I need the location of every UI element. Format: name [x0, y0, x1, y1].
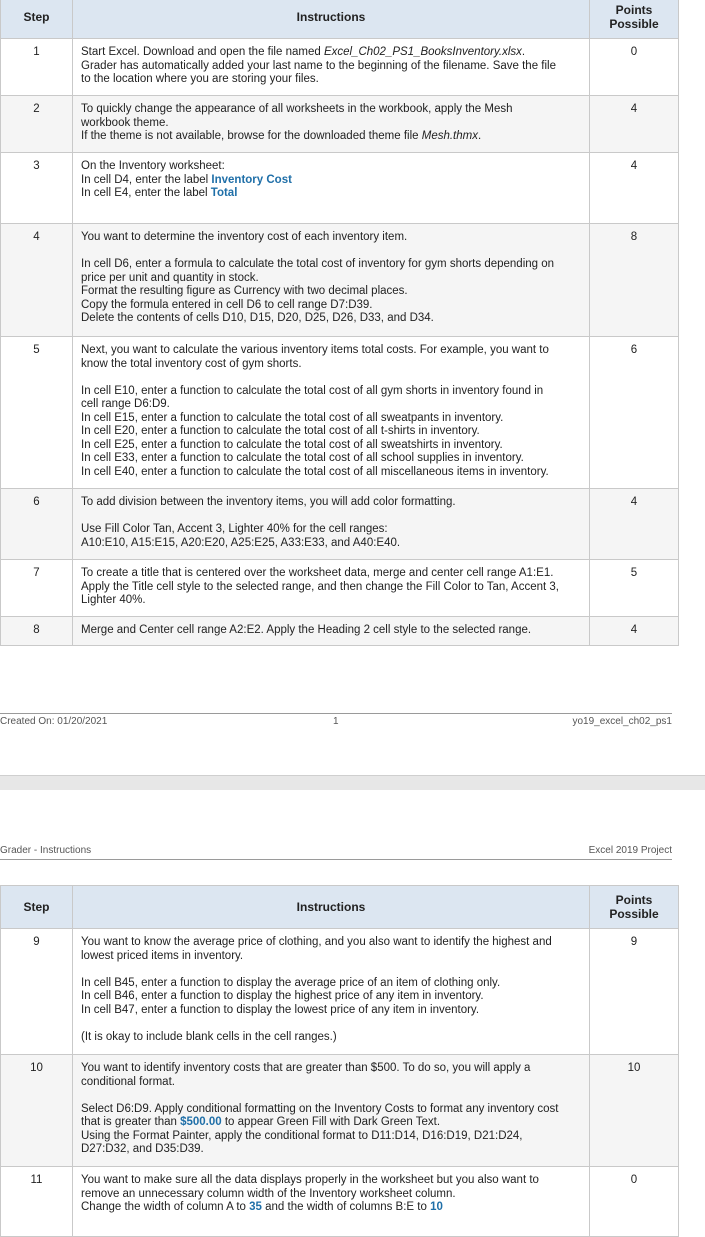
- text-segment: Next, you want to calculate the various inventory items total costs. For example, you want to: [81, 344, 549, 356]
- table-body-page2: [1, 929, 679, 1237]
- instruction-line: [81, 1130, 581, 1144]
- instruction-line: [81, 412, 581, 426]
- text-segment: Delete the contents of cells D10, D15, D20, D25, D26, D33, and D34.: [81, 312, 434, 324]
- instruction-line: [81, 567, 581, 581]
- table-row: [1, 560, 679, 617]
- step-instructions: [73, 1167, 590, 1237]
- highlighted-value: Total: [210, 187, 238, 199]
- text-segment: cell range D6:D9.: [81, 398, 170, 410]
- step-number: 8: [1, 617, 73, 646]
- text-segment: Start Excel. Download and open the file named: [81, 46, 324, 58]
- blank-line: [81, 1017, 581, 1031]
- instruction-line: [81, 1076, 581, 1090]
- text-segment: In cell E25, enter a function to calculate the total cost of all sweatshirts in inventory.: [81, 438, 503, 451]
- text-segment: In cell E33, enter a function to calculate the total cost of all school supplies in inventory.: [81, 452, 524, 464]
- step-number: 10: [1, 1055, 73, 1167]
- instruction-line: [81, 581, 581, 595]
- step-instructions: [73, 39, 590, 96]
- instruction-line: [81, 1188, 581, 1202]
- text-segment: Use Fill Color Tan, Accent 3, Lighter 40% for the cell ranges:: [81, 523, 388, 535]
- text-segment: To add division between the inventory items, you will add color formatting.: [81, 496, 456, 508]
- instruction-line: [81, 1116, 581, 1130]
- text-segment: If the theme is not available, browse for the downloaded theme file: [81, 130, 422, 142]
- instruction-line: [81, 358, 581, 372]
- text-segment: to appear Green Fill with Dark Green Text.: [221, 1116, 441, 1128]
- text-segment: .: [521, 46, 526, 58]
- instruction-line: [81, 1062, 581, 1076]
- instruction-line: [81, 103, 581, 117]
- instruction-line: [81, 130, 581, 144]
- text-segment: know the total inventory cost of gym shorts.: [81, 357, 302, 370]
- page-header: [0, 845, 672, 860]
- instruction-line: [81, 117, 581, 131]
- points-header-line1: Points: [615, 893, 653, 907]
- instruction-line: [81, 312, 581, 326]
- instruction-line: [81, 594, 581, 608]
- instruction-line: [81, 46, 581, 60]
- instruction-line: [81, 977, 581, 991]
- step-number: 7: [1, 560, 73, 617]
- instruction-line: [81, 398, 581, 412]
- text-segment: Select D6:D9. Apply conditional formatting on the Inventory Costs to format any inventory cost: [81, 1102, 559, 1115]
- text-segment: In cell E4, enter the label: [81, 187, 211, 199]
- text-segment: price per unit and quantity in stock.: [81, 271, 259, 284]
- page-number: 1: [333, 716, 339, 727]
- instruction-line: [81, 160, 581, 174]
- points-value: 0: [590, 1167, 679, 1237]
- text-segment: You want to know the average price of clothing, and you also want to identify the highest and: [81, 936, 552, 948]
- text-segment: Grader has automatically added your last name to the beginning of the filename. Save the file: [81, 59, 556, 72]
- table-row: [1, 1055, 679, 1167]
- step-instructions: [73, 153, 590, 224]
- step-instructions: [73, 1055, 590, 1167]
- step-number: 9: [1, 929, 73, 1055]
- points-value: 6: [590, 337, 679, 489]
- instruction-line: [81, 231, 581, 245]
- instruction-line: [81, 990, 581, 1004]
- highlighted-value: 10: [430, 1201, 443, 1213]
- points-value: 5: [590, 560, 679, 617]
- text-segment: Apply the Title cell style to the selected range, and then change the Fill Color to Tan, Accent 3,: [81, 580, 559, 593]
- table-row: [1, 1167, 679, 1237]
- text-segment: workbook theme.: [81, 116, 169, 129]
- step-number: 3: [1, 153, 73, 224]
- blank-line: [81, 510, 581, 524]
- instruction-line: [81, 174, 581, 188]
- step-instructions: [73, 96, 590, 153]
- text-segment: In cell B46, enter a function to display the highest price of any item in inventory.: [81, 990, 484, 1002]
- text-segment: conditional format.: [81, 1075, 175, 1088]
- instruction-line: [81, 60, 581, 74]
- instruction-line: [81, 425, 581, 439]
- text-segment: In cell E15, enter a function to calculate the total cost of all sweatpants in inventory.: [81, 411, 504, 424]
- instruction-line: [81, 285, 581, 299]
- instruction-line: [81, 299, 581, 313]
- step-instructions: [73, 337, 590, 489]
- text-segment: Lighter 40%.: [81, 594, 146, 606]
- instruction-line: [81, 272, 581, 286]
- header-left-title: Grader - Instructions: [0, 845, 92, 856]
- table-row: [1, 489, 679, 560]
- instruction-line: [81, 466, 581, 480]
- blank-line: [81, 245, 581, 259]
- step-instructions: [73, 224, 590, 337]
- instruction-line: [81, 439, 581, 453]
- instruction-line: [81, 258, 581, 272]
- page-separator: [0, 775, 705, 790]
- step-number: 11: [1, 1167, 73, 1237]
- points-column-header: [590, 0, 679, 39]
- text-segment: You want to identify inventory costs that are greater than $500. To do so, you will apply a: [81, 1062, 531, 1074]
- points-value: 4: [590, 153, 679, 224]
- instruction-line: [81, 1004, 581, 1018]
- table-row: [1, 337, 679, 489]
- step-number: 6: [1, 489, 73, 560]
- instructions-column-header: Instructions: [73, 886, 590, 929]
- points-value: 0: [590, 39, 679, 96]
- instruction-line: [81, 73, 581, 87]
- text-segment: In cell D6, enter a formula to calculate the total cost of inventory for gym shorts depending on: [81, 258, 555, 270]
- points-value: 4: [590, 617, 679, 646]
- text-segment: On the Inventory worksheet:: [81, 160, 225, 172]
- text-segment: You want to determine the inventory cost of each inventory item.: [81, 231, 408, 243]
- points-value: 10: [590, 1055, 679, 1167]
- step-number: 5: [1, 337, 73, 489]
- instruction-line: [81, 936, 581, 950]
- points-header-line1: Points: [615, 3, 653, 17]
- table-row: [1, 617, 679, 646]
- text-segment: To create a title that is centered over the worksheet data, merge and center cell range A1:E1.: [81, 567, 554, 579]
- instruction-line: [81, 1201, 581, 1215]
- text-segment: Merge and Center cell range A2:E2. Apply the Heading 2 cell style to the selected range.: [81, 624, 532, 636]
- instruction-line: [81, 452, 581, 466]
- header-right-title: Excel 2019 Project: [588, 845, 672, 856]
- blank-line: [81, 1089, 581, 1103]
- table-row: [1, 929, 679, 1055]
- text-segment: In cell E20, enter a function to calculate the total cost of all t-shirts in inventory.: [81, 425, 480, 437]
- points-value: 9: [590, 929, 679, 1055]
- step-instructions: [73, 560, 590, 617]
- table-header-row: [1, 0, 679, 39]
- step-number: 1: [1, 39, 73, 96]
- instruction-line: [81, 1174, 581, 1188]
- text-segment: In cell E10, enter a function to calculate the total cost of all gym shorts in inventory found in: [81, 384, 544, 397]
- blank-line: [81, 963, 581, 977]
- text-segment: remove an unnecessary column width of the Inventory worksheet column.: [81, 1187, 456, 1200]
- text-segment: lowest priced items in inventory.: [81, 949, 244, 962]
- instruction-line: [81, 523, 581, 537]
- text-segment: D27:D32, and D35:D39.: [81, 1143, 204, 1155]
- instruction-line: [81, 1031, 581, 1045]
- points-value: 4: [590, 96, 679, 153]
- step-column-header: Step: [1, 886, 73, 929]
- points-value: 8: [590, 224, 679, 337]
- table-row: [1, 96, 679, 153]
- text-segment: You want to make sure all the data displays properly in the worksheet but you also want to: [81, 1174, 539, 1186]
- step-instructions: [73, 489, 590, 560]
- points-header-line2: Possible: [609, 17, 659, 31]
- text-segment: and the width of columns B:E to: [261, 1201, 431, 1213]
- step-instructions: [73, 617, 590, 646]
- text-segment: Change the width of column A to: [81, 1201, 250, 1213]
- text-segment: In cell E40, enter a function to calculate the total cost of all miscellaneous items in inventory.: [81, 465, 549, 478]
- instruction-line: [81, 1143, 581, 1157]
- table-header-row: [1, 886, 679, 929]
- instruction-line: [81, 344, 581, 358]
- instruction-line: [81, 537, 581, 551]
- filename-text: Mesh.thmx: [421, 130, 478, 142]
- text-segment: that is greater than: [81, 1116, 181, 1128]
- text-segment: Copy the formula entered in cell D6 to cell range D7:D39.: [81, 298, 373, 311]
- page-footer: [0, 713, 672, 727]
- filename-text: Excel_Ch02_PS1_BooksInventory.xlsx: [323, 46, 522, 58]
- instruction-line: [81, 1103, 581, 1117]
- step-column-header: Step: [1, 0, 73, 39]
- highlighted-value: $500.00: [180, 1116, 222, 1128]
- points-header-line2: Possible: [609, 907, 659, 921]
- instructions-column-header: Instructions: [73, 0, 590, 39]
- instruction-line: [81, 950, 581, 964]
- table-body-page1: [1, 39, 679, 646]
- text-segment: Using the Format Painter, apply the conditional format to D11:D14, D16:D19, D21:D24,: [81, 1129, 523, 1142]
- points-value: 4: [590, 489, 679, 560]
- step-number: 2: [1, 96, 73, 153]
- instruction-line: [81, 385, 581, 399]
- highlighted-value: 35: [249, 1201, 262, 1213]
- instruction-line: [81, 624, 581, 638]
- instructions-table-page2: [0, 885, 679, 1237]
- text-segment: (It is okay to include blank cells in the cell ranges.): [81, 1030, 337, 1043]
- text-segment: In cell B45, enter a function to display the average price of an item of clothing only.: [81, 976, 501, 989]
- text-segment: In cell D4, enter the label: [81, 173, 212, 186]
- highlighted-value: Inventory Cost: [211, 173, 292, 186]
- text-segment: .: [477, 130, 482, 142]
- step-instructions: [73, 929, 590, 1055]
- table-row: [1, 39, 679, 96]
- document-id: yo19_excel_ch02_ps1: [572, 716, 672, 727]
- table-row: [1, 153, 679, 224]
- instruction-line: [81, 187, 581, 201]
- text-segment: to the location where you are storing your files.: [81, 73, 319, 85]
- text-segment: To quickly change the appearance of all worksheets in the workbook, apply the Mesh: [81, 103, 513, 115]
- created-on-date: Created On: 01/20/2021: [0, 716, 108, 727]
- text-segment: A10:E10, A15:E15, A20:E20, A25:E25, A33:E33, and A40:E40.: [81, 536, 401, 549]
- instruction-line: [81, 496, 581, 510]
- step-number: 4: [1, 224, 73, 337]
- table-row: [1, 224, 679, 337]
- text-segment: Format the resulting figure as Currency with two decimal places.: [81, 285, 408, 297]
- points-column-header: [590, 886, 679, 929]
- blank-line: [81, 371, 581, 385]
- text-segment: In cell B47, enter a function to display the lowest price of any item in inventory.: [81, 1003, 480, 1016]
